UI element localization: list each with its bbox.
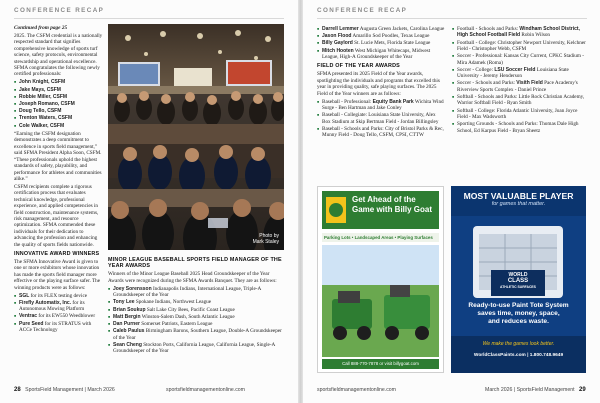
billy-goat-ad[interactable] bbox=[317, 186, 444, 373]
column-4 bbox=[452, 25, 586, 136]
page-number-right: 29 bbox=[579, 387, 586, 393]
list-item: ■ SGL for its FLEX testing device bbox=[14, 293, 103, 299]
list-item: ■ Soccer - Professional: Kansas City Current, CPKC Stadium - Mira Adamek (Roma) bbox=[452, 53, 586, 66]
world-url[interactable]: WorldClassPaints.com | 1.800.748.9649 bbox=[473, 353, 564, 358]
footer-left-url[interactable]: sportsfieldmanagementonline.com bbox=[166, 387, 246, 393]
list-item: ■ Matt Bergin Winston-Salem Dash, South Atlantic League bbox=[108, 314, 284, 320]
world-headline: MOST VALUABLE PLAYER for games that matter. bbox=[463, 191, 574, 207]
list-item: ■ John Knight, CSFM bbox=[14, 79, 103, 85]
column-1 bbox=[14, 25, 103, 335]
footer-left bbox=[14, 387, 115, 393]
list-item: ■ Ventrac for its EW550 Weedblower bbox=[14, 313, 103, 319]
list-item: ■ Sean Cheng Stockton Ports, California League, California League, Single-A Groundskeeper of the Year bbox=[108, 342, 284, 355]
innovative-list bbox=[14, 293, 103, 334]
milb-heading: MINOR LEAGUE BASEBALL SPORTS FIELD MANAGER OF THE YEAR AWARDS bbox=[108, 257, 282, 270]
field-of-year-list-continued bbox=[452, 26, 586, 134]
list-item: ■ Doug Tello, CSFM bbox=[14, 108, 103, 114]
list-item: ■ Mitch Hooten West Michigan Whitecaps, Midwest League, High-A Groundskeeper of the Year bbox=[317, 48, 445, 61]
list-item: ■ Softball - Schools and Parks: Little Rock Christian Academy, Warrior Softball Field - Ryan Smith bbox=[452, 94, 586, 107]
list-item: ■ Dan Purner Somerset Patriots, Eastern League bbox=[108, 321, 284, 327]
list-item: ■ Baseball - Professional: Equity Bank Park Wichita Wind Surge - Ben Hartman and Jake Conley bbox=[317, 99, 445, 112]
footer-right-title: March 2026 | SportsField Management bbox=[485, 387, 575, 393]
field-of-year-list bbox=[317, 99, 445, 139]
csfm-intro: 2025. The CSFM credential is a nationally respected standard that signifies comprehensive knowledge of sports turf science, safety protocols, environmental stewardship and operational excellence. SFMA congratulates the following newly certified professionals: bbox=[14, 33, 103, 78]
innovative-intro: The SFMA Innovative Award is given to one or more exhibitors whose innovation has made the sports field manager more effective or the playing surface safer. The winning products were as follows: bbox=[14, 258, 101, 291]
billy-headline: Get Ahead of the Game with Billy Goat bbox=[352, 195, 433, 214]
header-left: CONFERENCE RECAP bbox=[14, 5, 284, 19]
list-item: ■ Billy Gaylord St. Lucie Mets, Florida State League bbox=[317, 40, 445, 46]
billy-goat-ad-artwork bbox=[318, 187, 443, 372]
list-item: ■ Football - Schools and Parks: Windham School District, High School Football Field Robin Wilson bbox=[452, 26, 586, 39]
list-item: ■ Cole Walker, CSFM bbox=[14, 123, 103, 129]
field-of-year-heading: FIELD OF THE YEAR AWARDS bbox=[317, 63, 400, 70]
list-item: ■ Soccer - Schools and Parks: Visith Field Pace Academy's Riverview Sports Complex - Daniel Prince bbox=[452, 80, 586, 93]
list-item: ■ Joey Sorensson Indianapolis Indians, International League, Triple-A Groundskeeper of the Year bbox=[108, 286, 284, 299]
csfm-quote: “Earning the CSFM designation demonstrates a deep commitment to excellence in sports field management,” said SFMA President Alpha Soon, CSFM. “These professionals uphold the highest standards of safety, playability, and performance for athletes and communities alike.” bbox=[14, 131, 102, 182]
world-class-ad[interactable] bbox=[451, 186, 586, 373]
list-item: ■ Caleb Paulus Birmingham Barons, Southern League, Double-A Groundskeeper of the Year bbox=[108, 328, 284, 341]
csfm-para: CSFM recipients complete a rigorous certification process that evaluates technical knowledge, professional experience, and applied competencies in field construction, maintenance systems, risk management, and resource optimization. SFMA commended these individuals for their dedication to advancing the profession and enhancing the quality of sports fields nationwide. bbox=[14, 183, 99, 248]
page-gutter bbox=[298, 0, 303, 403]
header-right: CONFERENCE RECAP bbox=[317, 5, 587, 19]
world-body: Ready-to-use Paint Tote System saves time, money, space, and reduces waste. bbox=[468, 302, 569, 325]
list-item: ■ Soccer - College: LSU Soccer Field Louisiana State University - Jeremy Henderson bbox=[452, 67, 586, 80]
world-cta: We make the games look better. bbox=[482, 341, 555, 347]
milb-list bbox=[108, 286, 284, 355]
milb-intro: Winners of the Minor League Baseball 2025 Head Groundskeeper of the Year Awards were recognized during the SFMA Awards Banquet. They are as follows: bbox=[108, 271, 277, 284]
billy-footer[interactable]: Call 888-770-7878 or visit billygoat.com bbox=[342, 361, 419, 366]
list-item: ■ Brian Soukup Salt Lake City Bees, Pacific Coast League bbox=[108, 307, 284, 313]
list-item: ■ Softball - College: Florida Atlantic University, Joan Joyce Field - Max Wadsworth bbox=[452, 108, 586, 121]
list-item: ■ Football - College: Christopher Newport University, Kelchner Field - Christopher Webb, CSFM bbox=[452, 40, 586, 53]
list-item: ■ Pure Seed for its STRATUS with ACCe Technology bbox=[14, 321, 103, 334]
list-item: ■ Jason Flood Amarillo Sod Poodles, Texas League bbox=[317, 33, 445, 39]
list-item: ■ Darrell Lemmer Augusta Green Jackets, Carolina League bbox=[317, 26, 445, 32]
list-item: ■ Joseph Romano, CSFM bbox=[14, 101, 103, 107]
list-item: ■ Baseball - Collegiate: Louisiana State University, Alex Box Stadium at Skip Bertman Field - Jordan Billingsley bbox=[317, 112, 445, 125]
footer-left-title: SportsField Management | March 2026 bbox=[25, 387, 115, 393]
csfm-list bbox=[14, 79, 103, 129]
list-item: ■ Robbie Miller, CSFM bbox=[14, 94, 103, 100]
billy-tagline: Parking Lots • Landscaped Areas • Playing Surfaces bbox=[324, 235, 433, 240]
continued-note: Continued from page 25 bbox=[14, 25, 68, 31]
list-item: ■ Firefly Automatix, Inc. for its Autonomous Mowing Platform bbox=[14, 300, 103, 313]
photo-credit: Photo by Mark Staley bbox=[252, 233, 279, 245]
column-3 bbox=[317, 25, 445, 141]
conference-crowd-illustration bbox=[108, 24, 284, 250]
footer-right bbox=[485, 387, 586, 393]
list-item: ■ Baseball - Schools and Parks: City of Bristol Parks & Rec, Munny Field - Doug Tello, CSFM, CPSI, CTTW bbox=[317, 126, 445, 139]
footer-right-url[interactable]: sportsfieldmanagementonline.com bbox=[317, 387, 397, 393]
list-item: ■ Sporting Grounds - Schools and Parks: Thomas Dale High School, Ed Karpus Field - Bryan Sheetz bbox=[452, 121, 586, 134]
list-item: ■ Trenton Waters, CSFM bbox=[14, 115, 103, 121]
column-2 bbox=[108, 254, 284, 357]
conference-photo bbox=[108, 24, 284, 250]
innovative-heading: INNOVATIVE AWARD WINNERS bbox=[14, 250, 100, 257]
list-item: ■ Tony Lee Spokane Indians, Northwest League bbox=[108, 299, 284, 305]
list-item: ■ Jake Mays, CSFM bbox=[14, 87, 103, 93]
page-number-left: 28 bbox=[14, 387, 21, 393]
field-of-year-intro: SFMA presented its 2025 Field of the Year awards, spotlighting the individuals and programs that excelled this year in providing quality, safe playing surfaces. The 2025 Field of the Year winners are as follows: bbox=[317, 71, 440, 97]
milb-list-continued bbox=[317, 26, 445, 60]
world-brand: WORLD CLASS ATHLETIC SURFACES bbox=[500, 272, 536, 289]
